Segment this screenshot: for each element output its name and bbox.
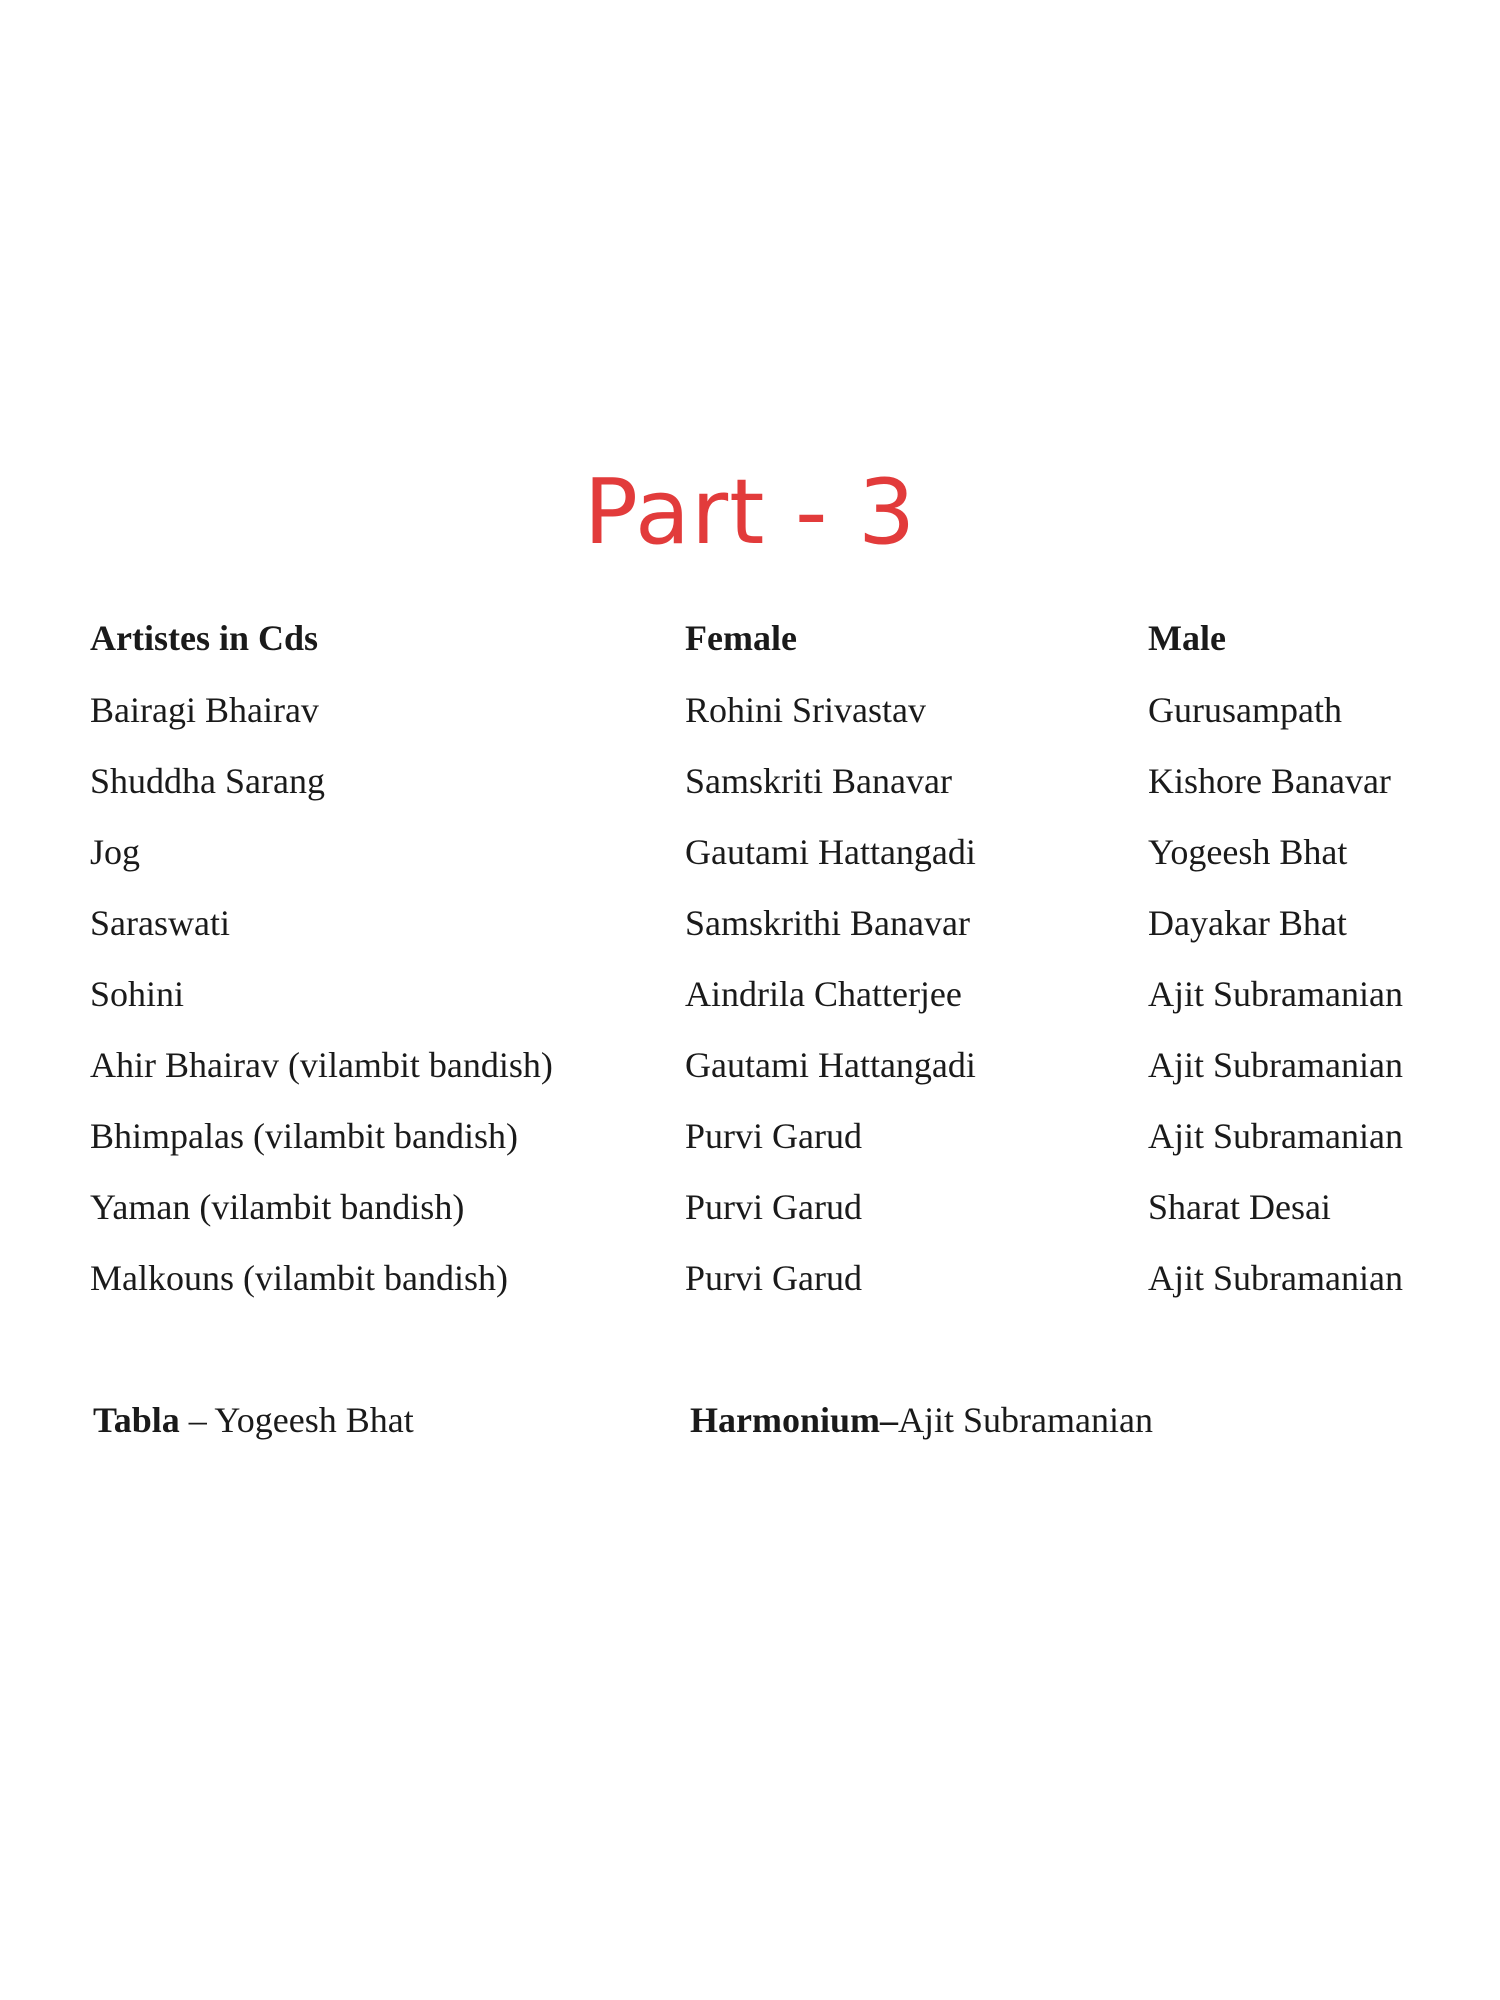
harmonium-separator: –: [880, 1400, 899, 1440]
table-cell-male: Kishore Banavar: [1148, 761, 1391, 801]
header-female: Female: [685, 618, 797, 658]
table-cell-raga: Jog: [90, 832, 141, 872]
table-cell-female: Gautami Hattangadi: [685, 1045, 976, 1085]
table-cell-female: Aindrila Chatterjee: [685, 974, 962, 1014]
table-cell-female: Samskriti Banavar: [685, 761, 952, 801]
tabla-label: Tabla: [93, 1400, 180, 1440]
harmonium-credit: [690, 1398, 1153, 1442]
table-cell-raga: Ahir Bhairav (vilambit bandish): [90, 1045, 553, 1085]
table-cell-male: Yogeesh Bhat: [1148, 832, 1348, 872]
page-title: Part - 3: [583, 460, 917, 565]
table-cell-female: Gautami Hattangadi: [685, 832, 976, 872]
table-cell-female: Samskrithi Banavar: [685, 903, 970, 943]
table-cell-male: Sharat Desai: [1148, 1187, 1331, 1227]
table-cell-male: Gurusampath: [1148, 690, 1342, 730]
harmonium-label: Harmonium: [690, 1400, 881, 1440]
table-cell-male: Dayakar Bhat: [1148, 903, 1347, 943]
table-cell-female: Purvi Garud: [685, 1258, 862, 1298]
table-cell-male: Ajit Subramanian: [1148, 1045, 1403, 1085]
table-cell-raga: Sohini: [90, 974, 185, 1014]
table-cell-male: Ajit Subramanian: [1148, 1258, 1403, 1298]
table-cell-raga: Saraswati: [90, 903, 230, 943]
table-cell-male: Ajit Subramanian: [1148, 1116, 1403, 1156]
harmonium-name: Ajit Subramanian: [898, 1400, 1153, 1440]
table-cell-raga: Bairagi Bhairav: [90, 690, 319, 730]
table-cell-female: Purvi Garud: [685, 1187, 862, 1227]
header-raga: Artistes in Cds: [90, 618, 319, 658]
table-cell-female: Purvi Garud: [685, 1116, 862, 1156]
table-cell-female: Rohini Srivastav: [685, 690, 926, 730]
table-cell-male: Ajit Subramanian: [1148, 974, 1403, 1014]
table-cell-raga: Shuddha Sarang: [90, 761, 325, 801]
tabla-credit: [93, 1398, 414, 1442]
table-cell-raga: Malkouns (vilambit bandish): [90, 1258, 508, 1298]
tabla-name: Yogeesh Bhat: [214, 1400, 414, 1440]
tabla-separator: –: [179, 1400, 215, 1440]
table-cell-raga: Bhimpalas (vilambit bandish): [90, 1116, 518, 1156]
header-male: Male: [1148, 618, 1226, 658]
table-cell-raga: Yaman (vilambit bandish): [90, 1187, 465, 1227]
